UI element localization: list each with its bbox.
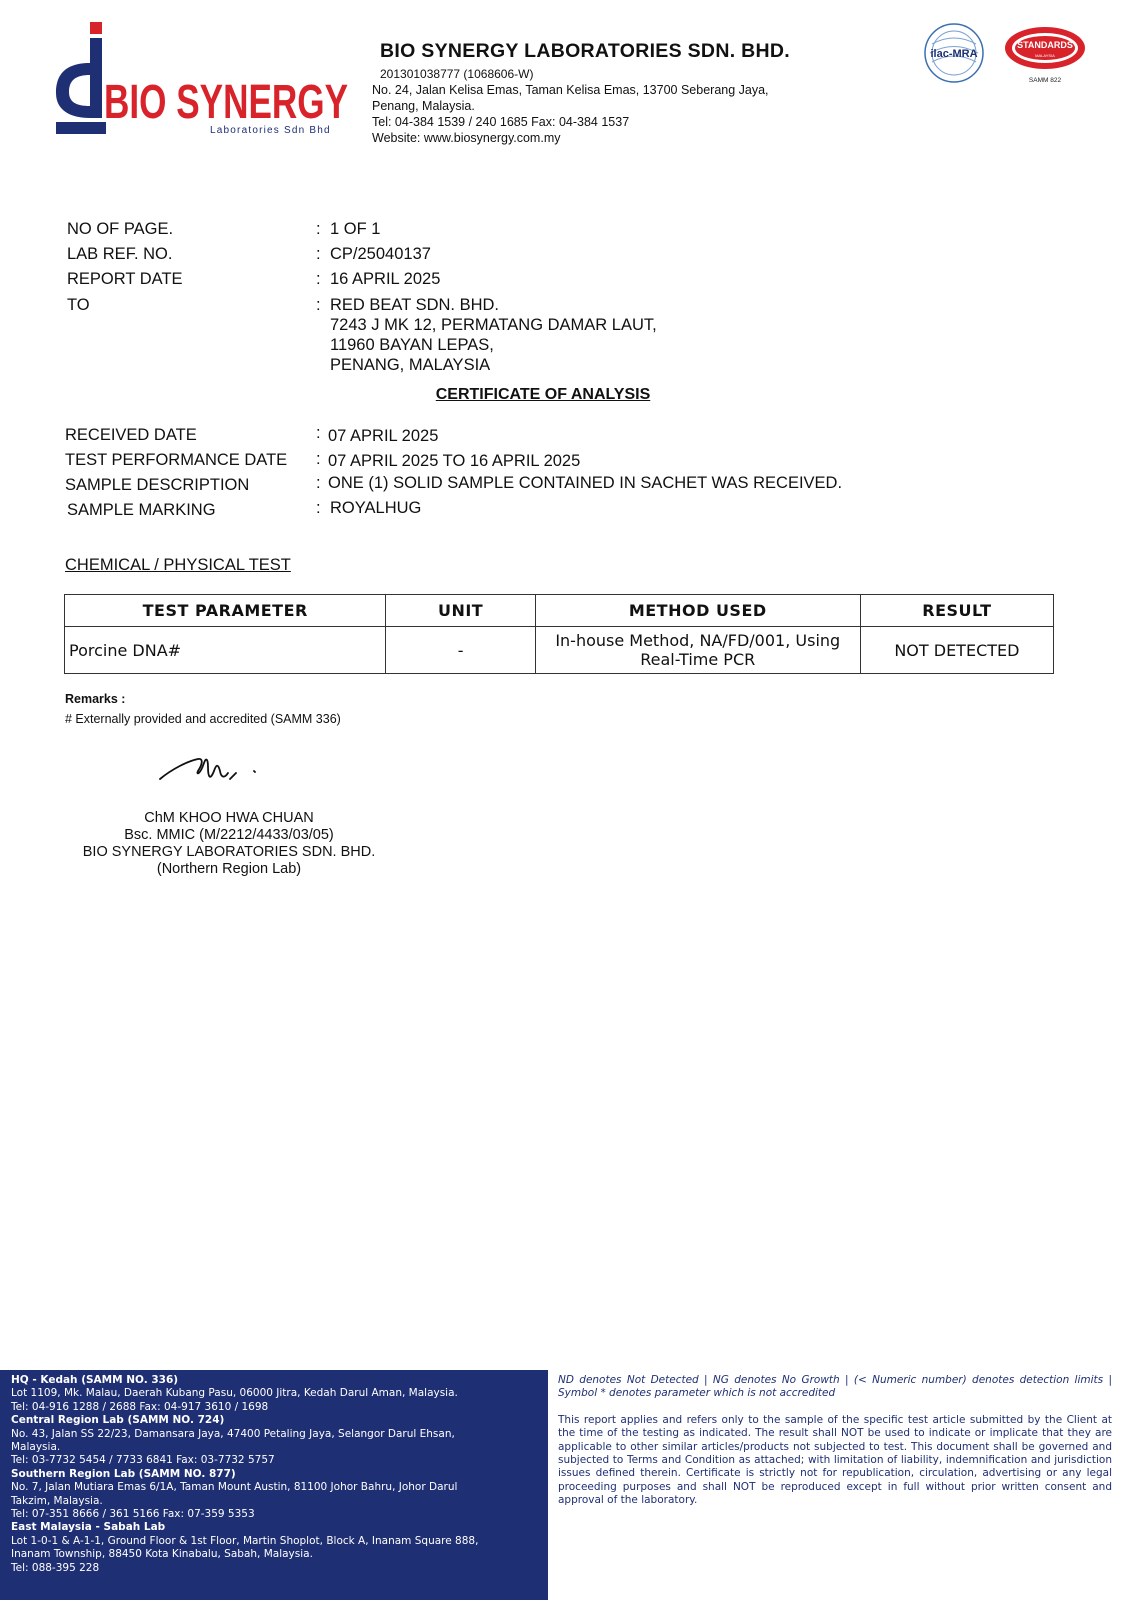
svg-text:SAMM 822: SAMM 822 <box>1028 77 1062 84</box>
footer-hq-line2: Tel: 04-916 1288 / 2688 Fax: 04-917 3610 / 1698 <box>11 1400 269 1413</box>
recipient-address-line3: PENANG, MALAYSIA <box>330 356 491 374</box>
lab-ref-value: CP/25040137 <box>330 245 431 263</box>
footer-central-line3: Tel: 03-7732 5454 / 7733 6841 Fax: 03-7732 5757 <box>11 1454 275 1467</box>
footer-hq-line1: Lot 1109, Mk. Malau, Daerah Kubang Pasu, 06000 Jitra, Kedah Darul Aman, Malaysia. <box>11 1387 458 1400</box>
footer-southern-line2: Takzim, Malaysia. <box>11 1494 103 1507</box>
no-of-page-value: 1 OF 1 <box>330 220 381 238</box>
footer-lab-addresses <box>0 1370 548 1600</box>
footer-southern-head: Southern Region Lab (SAMM NO. 877) <box>11 1467 236 1480</box>
signatory-lab: (Northern Region Lab) <box>156 861 302 877</box>
recipient-address-line1: 7243 J MK 12, PERMATANG DAMAR LAUT, <box>330 316 657 334</box>
footer-sabah-head: East Malaysia - Sabah Lab <box>11 1521 166 1534</box>
sample-marking-value: ROYALHUG <box>330 499 422 517</box>
signatory-name: ChM KHOO HWA CHUAN <box>144 810 314 826</box>
cell-result: NOT DETECTED <box>860 627 1053 674</box>
footer-hq-head: HQ - Kedah (SAMM NO. 336) <box>11 1374 179 1386</box>
certificate-title: CERTIFICATE OF ANALYSIS <box>435 386 651 403</box>
header-test-parameter: TEST PARAMETER <box>65 595 386 627</box>
logo-wordmark: BIO SYNERGY <box>104 76 348 129</box>
signatory-company: BIO SYNERGY LABORATORIES SDN. BHD. <box>82 844 376 860</box>
report-date-label: REPORT DATE <box>67 270 183 288</box>
table-header-row <box>65 595 1054 627</box>
svg-text:STANDARDS: STANDARDS <box>1017 40 1073 50</box>
svg-text:MALAYSIA: MALAYSIA <box>1035 53 1055 58</box>
company-address-line1: No. 24, Jalan Kelisa Emas, Taman Kelisa Emas, 13700 Seberang Jaya, <box>372 83 769 97</box>
company-registration: 201301038777 (1068606-W) <box>380 67 534 81</box>
company-address-line2: Penang, Malaysia. <box>372 99 475 113</box>
remarks-note: # Externally provided and accredited (SAMM 336) <box>65 712 341 726</box>
footer-central-line2: Malaysia. <box>11 1441 61 1454</box>
method-line2: Real-Time PCR <box>640 650 756 669</box>
footer-southern-line1: No. 7, Jalan Mutiara Emas 6/1A, Taman Mount Austin, 81100 Johor Bahru, Johor Darul <box>11 1481 458 1494</box>
sample-marking-label: SAMPLE MARKING <box>67 501 216 519</box>
signatory-qualification: Bsc. MMIC (M/2212/4433/03/05) <box>124 827 334 843</box>
signature-icon <box>158 745 268 795</box>
cell-parameter: Porcine DNA# <box>65 627 386 674</box>
no-of-page-label: NO OF PAGE. <box>67 220 174 238</box>
cell-method <box>535 627 860 674</box>
logo-subtext: Laboratories Sdn Bhd <box>210 125 331 136</box>
sample-description-value: ONE (1) SOLID SAMPLE CONTAINED IN SACHET WAS RECEIVED. <box>328 474 843 492</box>
footer-sabah-line1: Lot 1-0-1 & A-1-1, Ground Floor & 1st Floor, Martin Shoplot, Block A, Inanam Square 888, <box>11 1534 479 1547</box>
received-date-label: RECEIVED DATE <box>65 426 197 444</box>
results-table <box>64 594 1054 674</box>
remarks-title: Remarks : <box>65 692 126 706</box>
header-method-used: METHOD USED <box>535 595 860 627</box>
footer-disclaimer-block <box>558 1374 1112 1508</box>
recipient-address-line2: 11960 BAYAN LEPAS, <box>330 336 494 354</box>
cell-unit: - <box>386 627 535 674</box>
ilac-mra-badge-icon <box>922 22 986 84</box>
bio-synergy-logo <box>52 18 352 143</box>
svg-text:ilac-MRA: ilac-MRA <box>930 48 978 60</box>
table-row <box>65 627 1054 674</box>
footer-notation: ND denotes Not Detected | NG denotes No Growth | (< Numeric number) denotes detection limits | Symbol * denotes parameter which is not accredited <box>558 1374 1112 1400</box>
recipient-name: RED BEAT SDN. BHD. <box>330 296 500 314</box>
to-label: TO <box>67 296 90 314</box>
sample-description-label: SAMPLE DESCRIPTION <box>65 476 250 494</box>
lab-ref-label: LAB REF. NO. <box>67 245 173 263</box>
test-performance-date-label: TEST PERFORMANCE DATE <box>65 451 288 469</box>
header-unit: UNIT <box>386 595 535 627</box>
footer-central-head: Central Region Lab (SAMM NO. 724) <box>11 1414 225 1427</box>
received-date-value: 07 APRIL 2025 <box>328 427 439 445</box>
test-performance-date-value: 07 APRIL 2025 TO 16 APRIL 2025 <box>328 452 581 470</box>
section-title: CHEMICAL / PHYSICAL TEST <box>65 556 291 574</box>
footer-disclaimer: This report applies and refers only to the sample of the specific test article submitted by the Client at the time of the testing as indicated. The result shall NOT be used to indicate or implicate that they are applicable to other similar articles/products not subjected to test. This document shall be governed and subjected to Terms and Condition as attached; with limitation of liability, indemnification and jurisdiction issues defined therein. Certificate is strictly not for republication, circulation, advertising or any legal proceeding purposes and shall NOT be reproduced except in full without prior written consent and approval of the laboratory. <box>558 1413 1112 1507</box>
report-date-value: 16 APRIL 2025 <box>330 270 441 288</box>
company-name: BIO SYNERGY LABORATORIES SDN. BHD. <box>380 40 790 62</box>
company-phone-fax: Tel: 04-384 1539 / 240 1685 Fax: 04-384 1537 <box>372 115 630 129</box>
footer-sabah-line3: Tel: 088-395 228 <box>11 1561 100 1574</box>
method-line1: In-house Method, NA/FD/001, Using <box>555 631 841 650</box>
company-website: Website: www.biosynergy.com.my <box>372 131 561 145</box>
standards-malaysia-badge-icon <box>1002 24 1088 88</box>
header-result: RESULT <box>860 595 1053 627</box>
footer-southern-line3: Tel: 07-351 8666 / 361 5166 Fax: 07-359 5353 <box>11 1508 255 1521</box>
footer-central-line1: No. 43, Jalan SS 22/23, Damansara Jaya, 47400 Petaling Jaya, Selangor Darul Ehsan, <box>11 1427 455 1440</box>
footer-sabah-line2: Inanam Township, 88450 Kota Kinabalu, Sabah, Malaysia. <box>11 1548 313 1561</box>
